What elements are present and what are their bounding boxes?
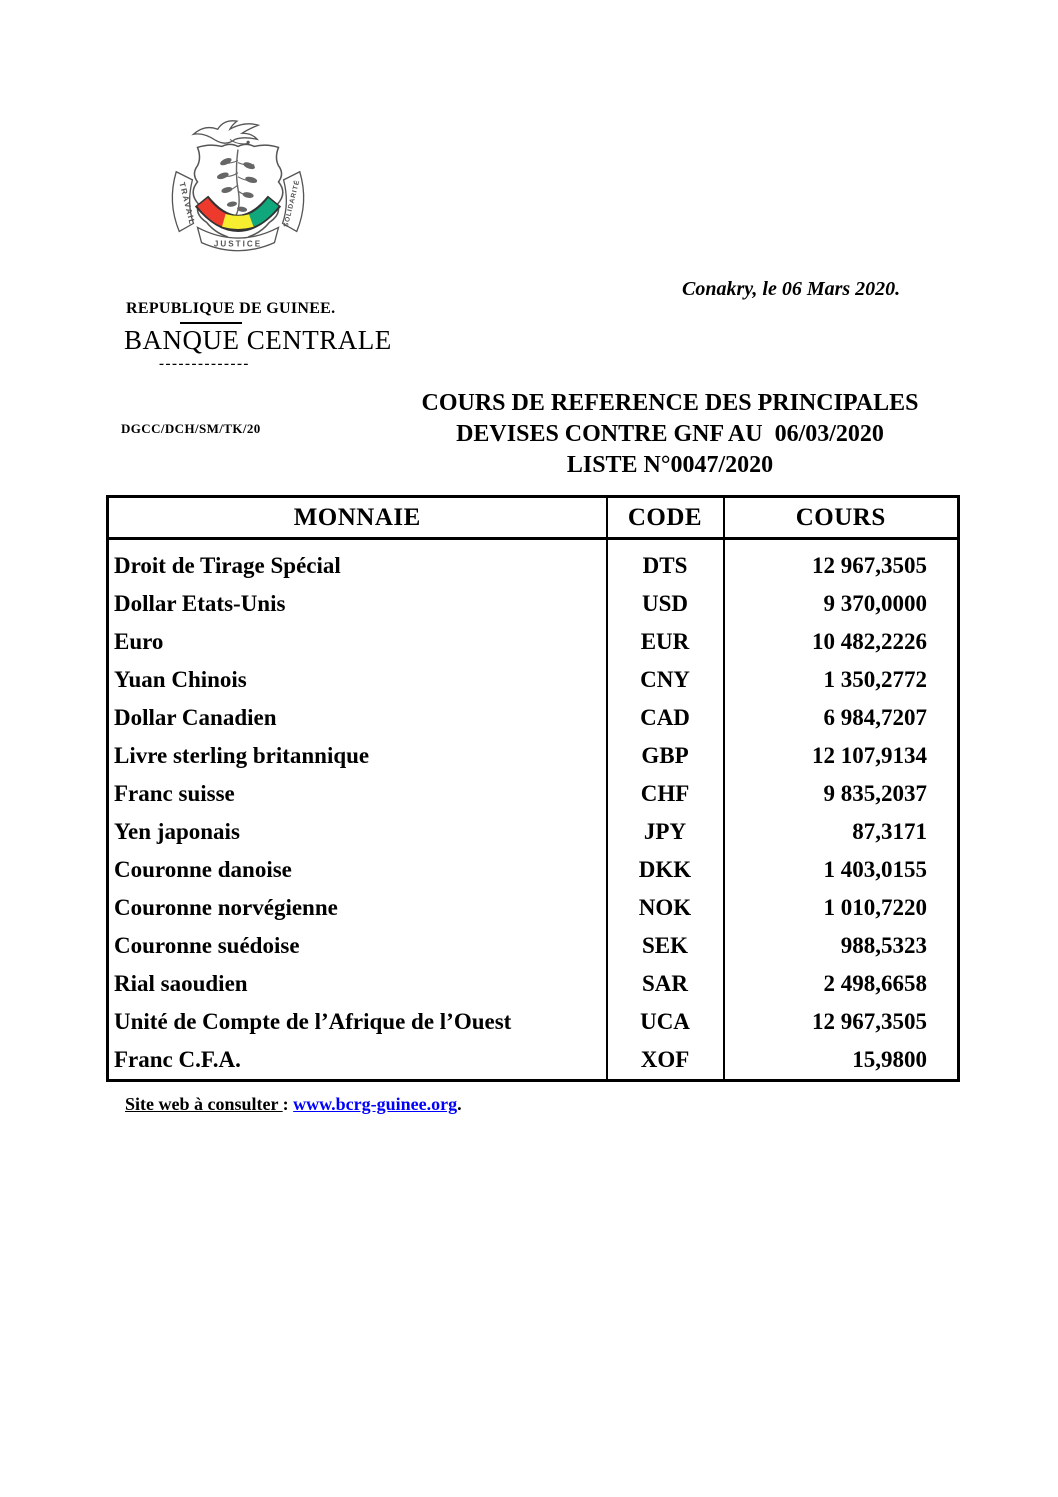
currency-code-cell: USD [607, 585, 724, 623]
header-cours: COURS [724, 497, 959, 539]
currency-name-cell: Dollar Canadien [108, 699, 607, 737]
table-row [108, 539, 959, 586]
rate-cell: 2 498,6658 [724, 965, 959, 1003]
document-title-line1: COURS DE REFERENCE DES PRINCIPALES [421, 390, 919, 416]
currency-code-cell: UCA [607, 1003, 724, 1041]
currency-name-cell: Livre sterling britannique [108, 737, 607, 775]
motto-justice: JUSTICE [213, 239, 263, 249]
rate-cell: 10 482,2226 [724, 623, 959, 661]
currency-name-cell: Yuan Chinois [108, 661, 607, 699]
currency-name-cell: Droit de Tirage Spécial [108, 539, 607, 586]
currency-code-cell: SEK [607, 927, 724, 965]
separator-dashes: -------------- [159, 356, 250, 372]
rate-cell: 1 403,0155 [724, 851, 959, 889]
table-row [108, 889, 959, 927]
currency-name-cell: Couronne danoise [108, 851, 607, 889]
rate-cell: 1 350,2772 [724, 661, 959, 699]
currency-code-cell: CAD [607, 699, 724, 737]
flag-band-yellow [224, 220, 252, 222]
republic-underline [180, 322, 242, 324]
rate-cell: 15,9800 [724, 1041, 959, 1081]
bank-title: BANQUE CENTRALE [124, 325, 392, 355]
rate-cell: 87,3171 [724, 813, 959, 851]
bcrg-coat-of-arms [157, 116, 319, 268]
table-row [108, 661, 959, 699]
currency-code-cell: NOK [607, 889, 724, 927]
website-separator: : [282, 1094, 294, 1114]
motto-travail: TRAVAIL [177, 181, 197, 227]
currency-name-cell: Dollar Etats-Unis [108, 585, 607, 623]
document-title-line2: DEVISES CONTRE GNF AU 06/03/2020 [456, 421, 884, 447]
header-monnaie: MONNAIE [108, 497, 607, 539]
table-row [108, 775, 959, 813]
table-row [108, 927, 959, 965]
currency-name-cell: Couronne norvégienne [108, 889, 607, 927]
rate-cell: 988,5323 [724, 927, 959, 965]
website-link[interactable]: www.bcrg-guinee.org [293, 1094, 458, 1114]
table-row [108, 813, 959, 851]
table-row [108, 623, 959, 661]
currency-name-cell: Rial saoudien [108, 965, 607, 1003]
currency-code-cell: DKK [607, 851, 724, 889]
table-row [108, 699, 959, 737]
exchange-rates-table [106, 495, 960, 1082]
table-row [108, 585, 959, 623]
reference-number: DGCC/DCH/SM/TK/20 [121, 421, 261, 436]
currency-name-cell: Yen japonais [108, 813, 607, 851]
table-row [108, 1041, 959, 1081]
currency-code-cell: CNY [607, 661, 724, 699]
currency-code-cell: DTS [607, 539, 724, 586]
website-label: Site web à consulter [125, 1094, 283, 1114]
website-line [125, 1094, 462, 1115]
document-title-line3: LISTE N°0047/2020 [566, 452, 774, 478]
currency-code-cell: EUR [607, 623, 724, 661]
currency-name-cell: Franc suisse [108, 775, 607, 813]
currency-code-cell: SAR [607, 965, 724, 1003]
rate-cell: 6 984,7207 [724, 699, 959, 737]
motto-solidarite: SOLIDARITÉ [282, 179, 302, 228]
document-title [399, 388, 941, 481]
table-row [108, 737, 959, 775]
rate-cell: 12 107,9134 [724, 737, 959, 775]
website-period: . [457, 1094, 462, 1114]
rate-cell: 12 967,3505 [724, 1003, 959, 1041]
currency-name-cell: Couronne suédoise [108, 927, 607, 965]
currency-code-cell: JPY [607, 813, 724, 851]
currency-code-cell: XOF [607, 1041, 724, 1081]
currency-name-cell: Euro [108, 623, 607, 661]
table-row [108, 851, 959, 889]
table-row [108, 1003, 959, 1041]
rate-cell: 1 010,7220 [724, 889, 959, 927]
currency-name-cell: Unité de Compte de l’Afrique de l’Ouest [108, 1003, 607, 1041]
dove-icon [193, 121, 258, 144]
currency-name-cell: Franc C.F.A. [108, 1041, 607, 1081]
table-row [108, 965, 959, 1003]
table-header-row [108, 497, 959, 539]
republic-title: REPUBLIQUE DE GUINEE. [126, 300, 336, 317]
currency-code-cell: GBP [607, 737, 724, 775]
currency-code-cell: CHF [607, 775, 724, 813]
date-line: Conakry, le 06 Mars 2020. [682, 278, 901, 300]
rate-cell: 9 835,2037 [724, 775, 959, 813]
header-code: CODE [607, 497, 724, 539]
rate-cell: 9 370,0000 [724, 585, 959, 623]
rate-cell: 12 967,3505 [724, 539, 959, 586]
